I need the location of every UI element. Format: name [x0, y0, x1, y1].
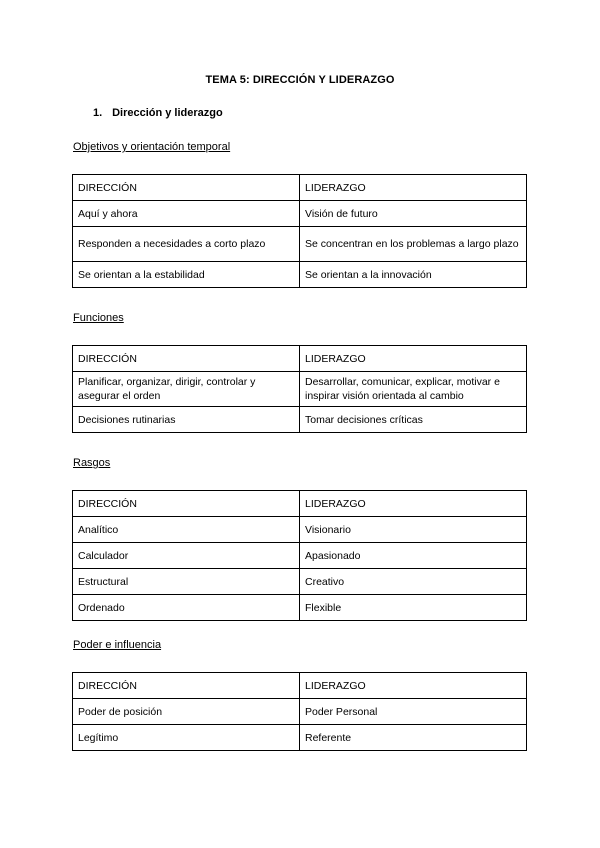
table-header-row	[73, 491, 527, 517]
subheading-funciones: Funciones	[73, 312, 124, 324]
cell-direccion: Analítico	[73, 517, 300, 543]
section-title: Dirección y liderazgo	[112, 107, 223, 119]
cell-liderazgo: Se concentran en los problemas a largo plazo	[300, 227, 527, 262]
table-row	[73, 699, 527, 725]
cell-direccion: Ordenado	[73, 595, 300, 621]
table-row	[73, 407, 527, 433]
section-heading	[93, 107, 223, 119]
table-objetivos	[72, 174, 527, 288]
cell-liderazgo: Flexible	[300, 595, 527, 621]
header-cell-liderazgo: LIDERAZGO	[300, 175, 527, 201]
cell-liderazgo: Poder Personal	[300, 699, 527, 725]
cell-direccion: Aquí y ahora	[73, 201, 300, 227]
table-row	[73, 262, 527, 288]
document-title: TEMA 5: DIRECCIÓN Y LIDERAZGO	[205, 74, 395, 86]
cell-liderazgo: Referente	[300, 725, 527, 751]
table-row	[73, 372, 527, 407]
cell-liderazgo: Visionario	[300, 517, 527, 543]
table-row	[73, 543, 527, 569]
table-rasgos	[72, 490, 527, 621]
cell-direccion: Planificar, organizar, dirigir, controlar y asegurar el orden	[73, 372, 300, 407]
header-cell-liderazgo: LIDERAZGO	[300, 346, 527, 372]
cell-direccion: Estructural	[73, 569, 300, 595]
cell-liderazgo: Tomar decisiones críticas	[300, 407, 527, 433]
cell-direccion: Legítimo	[73, 725, 300, 751]
header-cell-direccion: DIRECCIÓN	[73, 346, 300, 372]
table-row	[73, 517, 527, 543]
header-cell-liderazgo: LIDERAZGO	[300, 491, 527, 517]
table-poder	[72, 672, 527, 751]
cell-direccion: Decisiones rutinarias	[73, 407, 300, 433]
cell-liderazgo: Creativo	[300, 569, 527, 595]
table-row	[73, 227, 527, 262]
header-cell-direccion: DIRECCIÓN	[73, 491, 300, 517]
subheading-rasgos: Rasgos	[73, 457, 111, 469]
header-cell-direccion: DIRECCIÓN	[73, 673, 300, 699]
table-row	[73, 725, 527, 751]
table-header-row	[73, 175, 527, 201]
cell-direccion: Poder de posición	[73, 699, 300, 725]
table-header-row	[73, 673, 527, 699]
cell-liderazgo: Desarrollar, comunicar, explicar, motivar e inspirar visión orientada al cambio	[300, 372, 527, 407]
table-funciones	[72, 345, 527, 433]
section-number: 1.	[93, 107, 103, 119]
subheading-objetivos: Objetivos y orientación temporal	[73, 141, 231, 153]
cell-direccion: Se orientan a la estabilidad	[73, 262, 300, 288]
cell-direccion: Calculador	[73, 543, 300, 569]
header-cell-direccion: DIRECCIÓN	[73, 175, 300, 201]
cell-direccion: Responden a necesidades a corto plazo	[73, 227, 300, 262]
header-cell-liderazgo: LIDERAZGO	[300, 673, 527, 699]
cell-liderazgo: Se orientan a la innovación	[300, 262, 527, 288]
cell-liderazgo: Visión de futuro	[300, 201, 527, 227]
table-row	[73, 569, 527, 595]
table-header-row	[73, 346, 527, 372]
table-row	[73, 595, 527, 621]
table-row	[73, 201, 527, 227]
cell-liderazgo: Apasionado	[300, 543, 527, 569]
subheading-poder: Poder e influencia	[73, 639, 162, 651]
